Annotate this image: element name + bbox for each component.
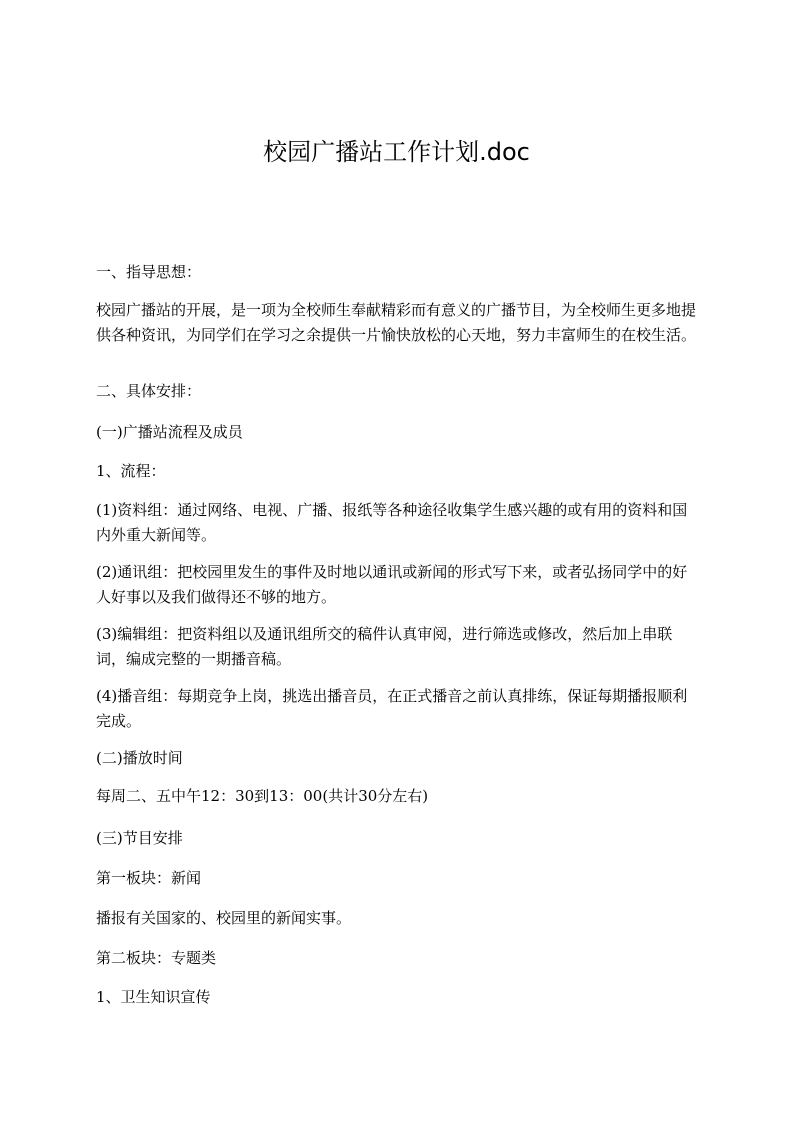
heading-guiding-ideology: 一、指导思想： [96,263,202,281]
list-item-editing-group: (3)编辑组：把资料组以及通讯组所交的稿件认真审阅，进行筛选或修改，然后加上串联词，编成完整的一期播音稿。 [96,625,673,668]
document-title: 校园广播站工作计划.doc [263,138,530,166]
list-item-first-section: 第一板块：新闻 [96,869,202,887]
paragraph-news-description: 播报有关国家的、校园里的新闻实事。 [96,909,352,927]
list-item-hygiene: 1、卫生知识宣传 [96,988,211,1006]
paragraph-intro: 校园广播站的开展，是一项为全校师生奉献精彩而有意义的广播节目，为全校师生更多地提供各种资讯，为同学们在学习之余提供一片愉快放松的心天地，努力丰富师生的在校生活。 [96,301,697,344]
subheading-program-arrangement: (三)节目安排 [96,829,183,847]
heading-specific-arrangements: 二、具体安排： [96,382,202,400]
list-item-second-section: 第二板块：专题类 [96,949,217,967]
list-item-process: 1、流程： [96,462,166,480]
list-item-news-group: (2)通讯组：把校园里发生的事件及时地以通讯或新闻的形式写下来，或者弘扬同学中的好人好事以及我们做得还不够的地方。 [96,563,688,606]
list-item-broadcast-group: (4)播音组：每期竞争上岗，挑选出播音员，在正式播音之前认真排练，保证每期播报顺利完成。 [96,687,688,730]
list-item-materials-group: (1)资料组：通过网络、电视、广播、报纸等各种途径收集学生感兴趣的或有用的资料和国内外重大新闻等。 [96,501,688,544]
paragraph-schedule: 每周二、五中午12：30到13：00(共计30分左右) [96,787,429,805]
subheading-process-members: (一)广播站流程及成员 [96,423,243,441]
subheading-broadcast-time: (二)播放时间 [96,749,183,767]
